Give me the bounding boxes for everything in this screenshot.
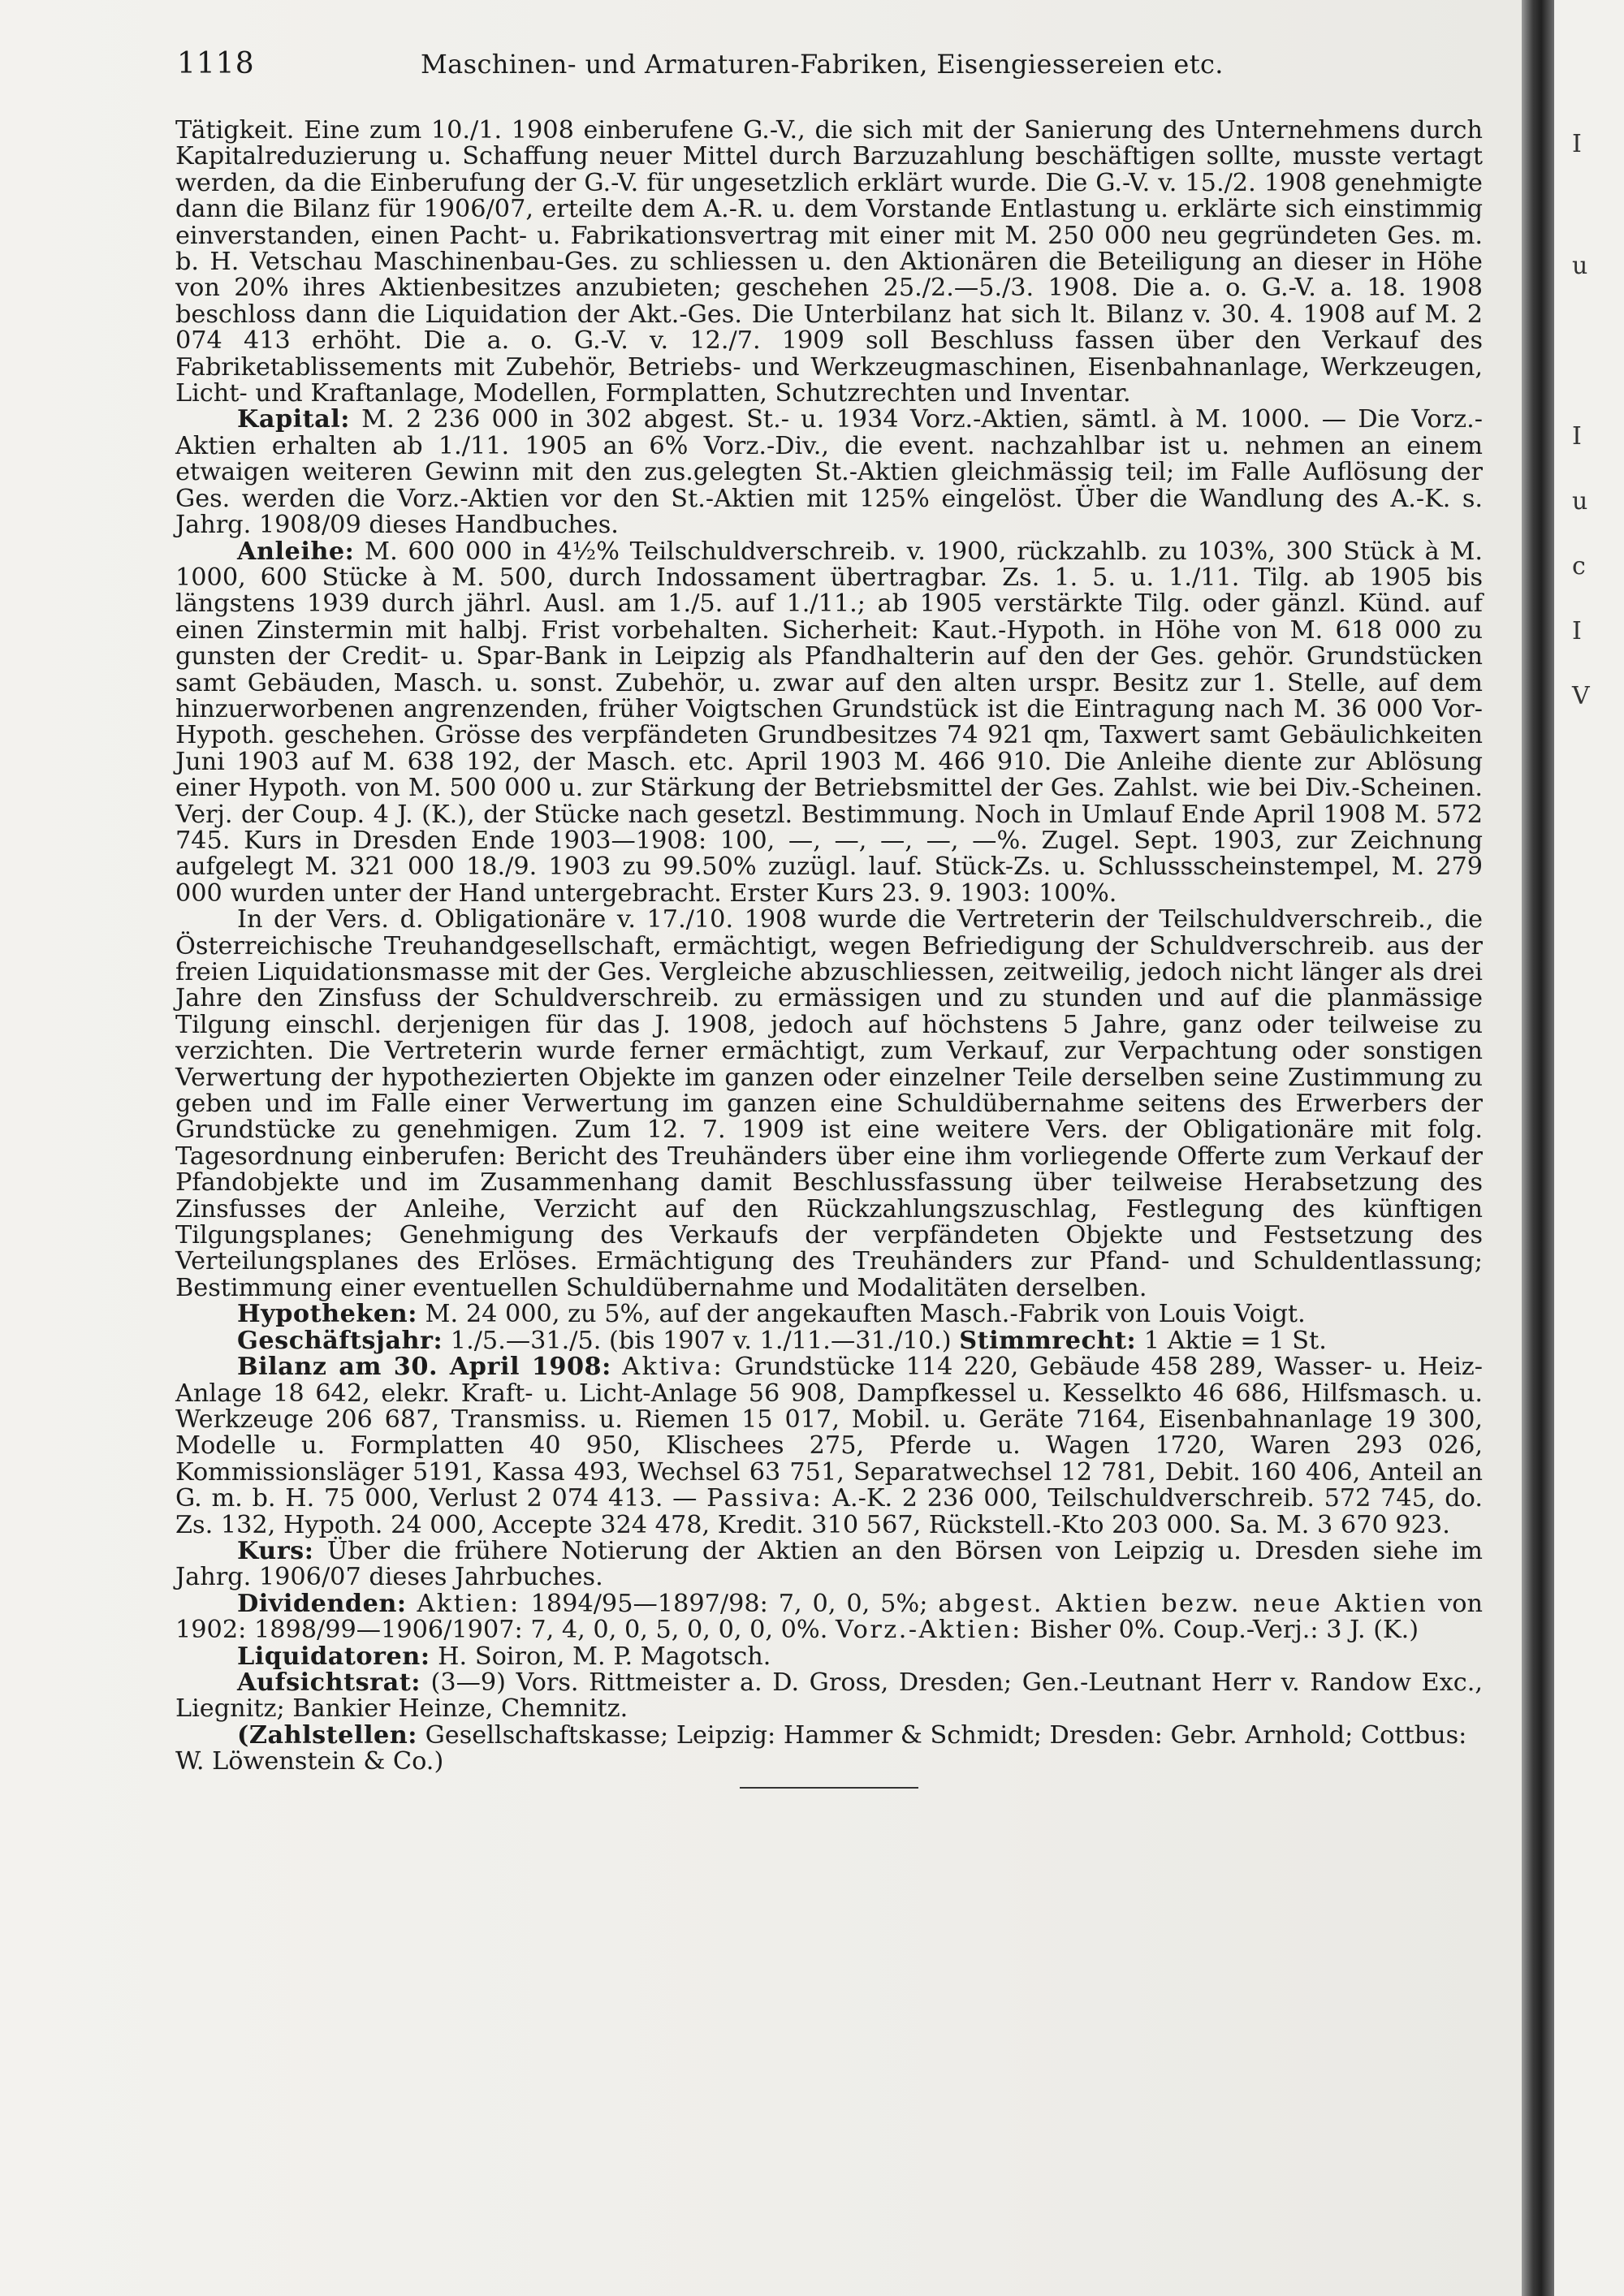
section-anleihe [175,539,1483,908]
label-zahlstellen: (Zahlstellen: [237,1720,417,1750]
section-hypotheken [175,1301,1483,1327]
text-stimmrecht: 1 Aktie = 1 St. [1136,1326,1327,1355]
word-passiva: Passiva: [706,1484,823,1513]
text-liquidatoren: H. Soiron, M. P. Magotsch. [430,1642,771,1671]
label-kapital: Kapital: [237,405,350,434]
text-bilanz-passiva: A.-K. 2 236 000, Teilschuldverschreib. 572 745, do. Zs. 132, Hypoth. 24 000, Accepte 324 478, Kredit. 310 567, Rückstell.-Kto 203 000. Sa. M. 3 670 923. [175,1484,1483,1539]
text-dividenden-2: von 1902: 1898/99—1906/1907: 7, 4, 0, 0, 5, 0, 0, 0, 0%. [175,1589,1484,1645]
label-aufsichtsrat: Aufsichtsrat: [237,1668,421,1697]
word-dividenden-abgest: abgest. Aktien bezw. neue Aktien [938,1589,1428,1618]
section-dividenden [175,1591,1483,1644]
adjacent-fragment: I [1572,422,1582,451]
section-kurs [175,1536,1483,1592]
adjacent-fragment: I [1572,130,1582,158]
label-anleihe: Anleihe: [237,537,355,566]
word-dividenden-aktien: Aktien: [417,1589,520,1618]
adjacent-fragment: c [1572,552,1586,580]
text-hypotheken: M. 24 000, zu 5%, auf der angekauften Masch.-Fabrik von Louis Voigt. [417,1300,1306,1329]
label-bilanz: Bilanz am 30. April 1908: [237,1353,611,1382]
section-liquidatoren [175,1644,1483,1670]
text-dividenden-3: Bisher 0%. Coup.-Verj.: 3 J. (K.) [1021,1616,1419,1645]
article-body [175,118,1483,1789]
section-bilanz [175,1354,1483,1539]
paragraph-history: Tätigkeit. Eine zum 10./1. 1908 einberufene G.-V., die sich mit der Sanierung des Unternehmens durch Kapitalreduzierung u. Schaffung neuer Mittel durch Barzuzahlung beschäftigen sollte, musste vertagt werden, da die Einberufung der G.-V. für ungesetzlich erklärt wurde. Die G.-V. v. 15./2. 1908 genehmigte dann die Bilanz für 1906/07, erteilte dem A.-R. u. dem Vorstande Entlastung u. erklärte sich einstimmig einverstanden, einen Pacht- u. Fabrikationsvertrag mit einer mit M. 250 000 neu gegründeten Ges. m. b. H. Vetschau Maschinenbau-Ges. zu schliessen u. den Aktionären die Beteiligung an dieser in Höhe von 20% ihres Aktienbesitzes anzubieten; geschehen 25./2.—5./3. 1908. Die a. o. G.-V. a. 18. 1908 beschloss dann die Liquidation der Akt.-Ges. Die Unterbilanz hat sich lt. Bilanz v. 30. 4. 1908 auf M. 2 074 413 erhöht. Die a. o. G.-V. v. 12./7. 1909 soll Beschluss fassen über den Verkauf des Fabriketablissements mit Zubehör, Betriebs- und Werkzeugmaschinen, Eisenbahnanlage, Werkzeugen, Licht- und Kraftanlage, Modellen, Formplatten, Schutzrechten und Inventar. [175,116,1483,408]
text-geschaeftsjahr: 1./5.—31./5. (bis 1907 v. 1./11.—31./10.) [443,1326,960,1355]
section-aufsichtsrat [175,1670,1483,1723]
page-number: 1118 [177,47,255,80]
label-kurs: Kurs: [237,1536,314,1565]
adjacent-fragment: I [1572,617,1582,645]
adjacent-fragment: V [1572,682,1590,710]
label-dividenden: Dividenden: [237,1589,407,1618]
adjacent-fragment: u [1572,252,1588,280]
adjacent-fragment: u [1572,487,1588,516]
word-aktiva: Aktiva: [622,1353,724,1382]
paragraph-obligationaere: In der Vers. d. Obligationäre v. 17./10. 1908 wurde die Vertreterin der Teilschuldverschreib., die Österreichische Treuhandgesellschaft, ermächtigt, wegen Befriedigung der Schuldverschreib. aus der freien Liquidationsmasse mit der Ges. Vergleiche abzuschliessen, zeitweilig, jedoch nicht länger als drei Jahre den Zinsfuss der Schuldverschreib. zu ermässigen und zu stunden und auf die planmässige Tilgung einschl. derjenigen für das J. 1908, jedoch auf höchstens 5 Jahre, ganz oder teilweise zu verzichten. Die Vertreterin wurde ferner ermächtigt, zum Verkauf, zur Verpachtung oder sonstigen Verwertung der hypothezierten Objekte im ganzen oder einzelner Teile derselben seine Zustimmung zu geben und im Falle einer Verwertung im ganzen eine Schuldübernahme seitens des Erwerbers der Grundstücke zu genehmigen. Zum 12. 7. 1909 ist eine weitere Vers. der Obligationäre mit folg. Tagesordnung einberufen: Bericht des Treuhänders über eine ihm vorliegende Offerte zum Verkauf der Pfandobjekte und im Zusammenhang damit Beschlussfassung über teilweise Herabsetzung des Zinsfusses der Anleihe, Verzicht auf den Rückzahlungszuschlag, Festlegung des künftigen Tilgungsplanes; Genehmigung des Verkaufs der verpfändeten Objekte und Festsetzung des Verteilungsplanes des Erlöses. Ermächtigung des Treuhänders zur Pfand- und Schuldentlassung; Bestimmung einer eventuellen Schuldübernahme und Modalitäten derselben. [175,905,1483,1302]
adjacent-page-edge [1554,0,1624,2296]
running-head: Maschinen- und Armaturen-Fabriken, Eisengiessereien etc. [421,49,1224,80]
page-header [177,47,1444,88]
text-zahlstellen: Gesellschaftskasse; Leipzig: Hammer & Schmidt; Dresden: Gebr. Arnhold; Cottbus: W. Löwenstein & Co.) [175,1720,1467,1776]
section-zahlstellen [175,1720,1483,1776]
word-dividenden-vorz: Vorz.-Aktien: [835,1616,1022,1645]
text-kurs: Über die frühere Notierung der Aktien an den Börsen von Leipzig u. Dresden siehe im Jahrg. 1906/07 dieses Jahrbuches. [175,1536,1483,1592]
end-rule [740,1787,918,1789]
text-anleihe: M. 600 000 in 4½% Teilschuldverschreib. v. 1900, rückzahlb. zu 103%, 300 Stück à M. 1000, 600 Stücke à M. 500, durch Indossament übertragbar. Zs. 1. 5. u. 1./11. Tilg. ab 1905 bis längstens 1939 durch jährl. Ausl. am 1./5. auf 1./11.; ab 1905 verstärkte Tilg. oder gänzl. Künd. auf einen Zinstermin mit halbj. Frist vorbehalten. Sicherheit: Kaut.-Hypoth. in Höhe von M. 618 000 zu gunsten der Credit- u. Spar-Bank in Leipzig als Pfandhalterin auf den der Ges. gehör. Grundstücken samt Gebäuden, Masch. u. sonst. Zubehör, u. zwar auf den alten urspr. Besitz zur 1. Stelle, auf dem hinzuerworbenen angrenzenden, früher Voigtschen Grundstück ist die Eintragung nach M. 36 000 Vor-Hypoth. geschehen. Grösse des verpfändeten Grundbesitzes 74 921 qm, Taxwert samt Gebäulichkeiten Juni 1903 auf M. 638 192, der Masch. etc. April 1903 M. 466 910. Die Anleihe diente zur Ablösung einer Hypoth. von M. 500 000 u. zur Stärkung der Betriebsmittel der Ges. Zahlst. wie bei Div.-Scheinen. Verj. der Coup. 4 J. (K.), der Stücke nach gesetzl. Bestimmung. Noch in Umlauf Ende April 1908 M. 572 745. Kurs in Dresden Ende 1903—1908: 100, —, —, —, —, —%. Zugel. Sept. 1903, zur Zeichnung aufgelegt M. 321 000 18./9. 1903 zu 99.50% zuzügl. lauf. Stück-Zs. u. Schlussscheinstempel, M. 279 000 wurden unter der Hand untergebracht. Erster Kurs 23. 9. 1903: 100%. [175,537,1483,908]
text-dividenden-1: 1894/95—1897/98: 7, 0, 0, 5%; [520,1589,939,1618]
text-aufsichtsrat: (3—9) Vors. Rittmeister a. D. Gross, Dresden; Gen.-Leutnant Herr v. Randow Exc., Liegnitz; Bankier Heinze, Chemnitz. [175,1668,1483,1724]
label-liquidatoren: Liquidatoren: [237,1642,430,1671]
label-hypotheken: Hypotheken: [237,1300,417,1329]
label-geschaeftsjahr: Geschäftsjahr: [237,1326,443,1355]
label-stimmrecht: Stimmrecht: [959,1326,1137,1355]
text-bilanz-aktiva: Grundstücke 114 220, Gebäude 458 289, Wasser- u. Heiz-Anlage 18 642, elekr. Kraft- u. Licht-Anlage 56 908, Dampfkessel u. Kesselkto 46 686, Hilfsmasch. u. Werkzeuge 206 687, Transmiss. u. Riemen 15 017, Mobil. u. Geräte 7164, Eisenbahnanlage 19 300, Modelle u. Formplatten 40 950, Klischees 275, Pferde u. Wagen 1720, Waren 293 026, Kommissionsläger 5191, Kassa 493, Wechsel 63 751, Separatwechsel 12 781, Debit. 160 406, Anteil an G. m. b. H. 75 000, Verlust 2 074 413. — [175,1353,1483,1513]
book-gutter [1522,0,1554,2296]
section-kapital [175,407,1483,538]
section-geschaeftsjahr [175,1328,1483,1354]
text-kapital: M. 2 236 000 in 302 abgest. St.- u. 1934 Vorz.-Aktien, sämtl. à M. 1000. — Die Vorz.-Aktien erhalten ab 1./11. 1905 an 6% Vorz.-Div., die event. nachzahlbar ist u. nehmen an einem etwaigen weiteren Gewinn mit den zus.gelegten St.-Aktien gleichmässig teil; im Falle Auflösung der Ges. werden die Vorz.-Aktien vor den St.-Aktien mit 125% eingelöst. Über die Wandlung des A.-K. s. Jahrg. 1908/09 dieses Handbuches. [175,405,1483,540]
